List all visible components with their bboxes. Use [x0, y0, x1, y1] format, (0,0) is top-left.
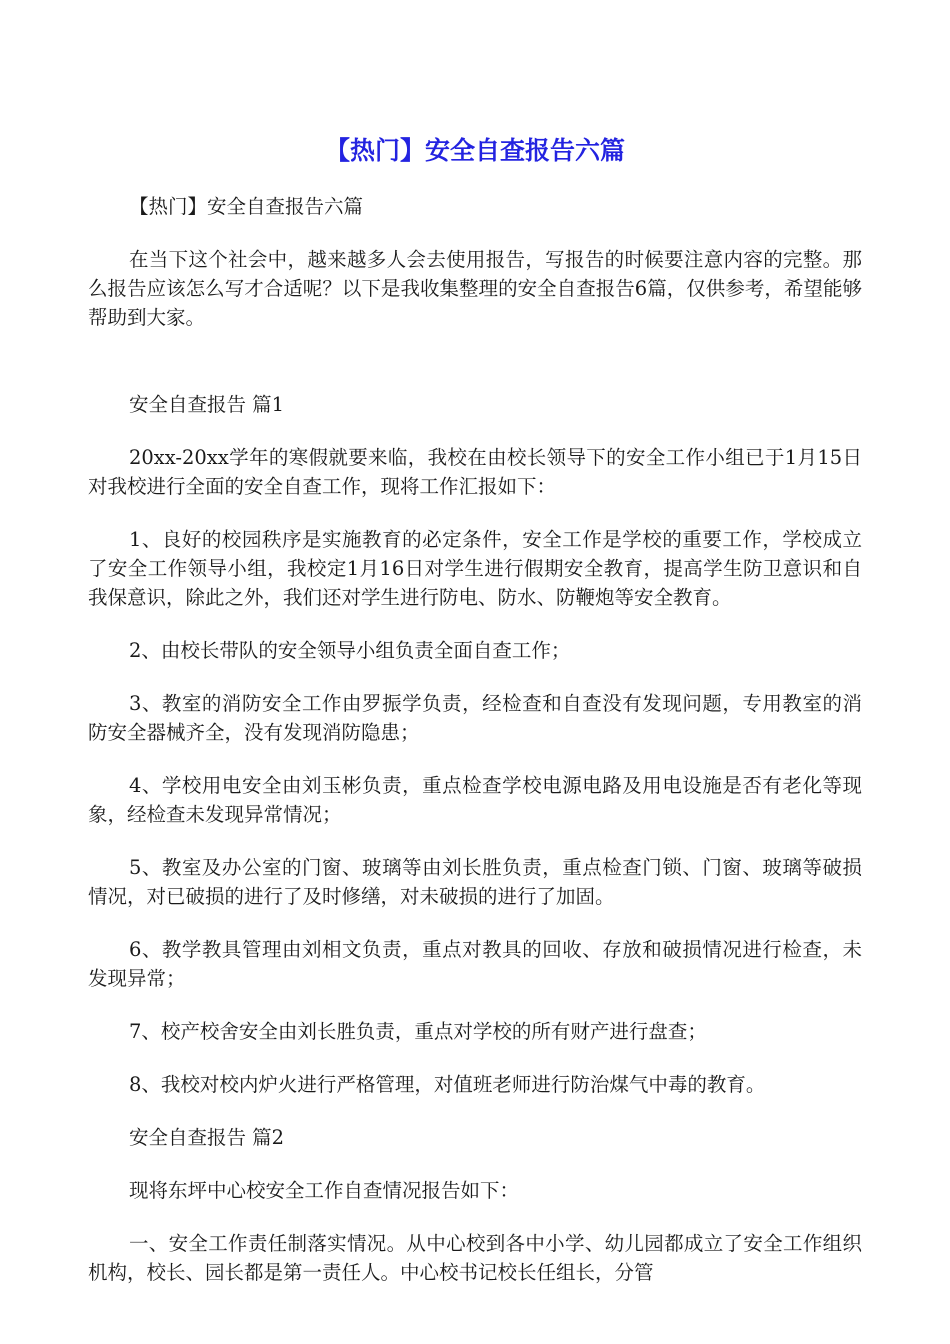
subtitle-paragraph: 【热门】安全自查报告六篇: [128, 195, 363, 218]
section-heading-2: 安全自查报告 篇2: [128, 1126, 285, 1149]
paragraph: 2、由校长带队的安全领导小组负责全面自查工作；: [128, 639, 571, 662]
paragraph: 6、教学教具管理由刘相文负责，重点对教具的回收、存放和破损情况进行检查，未发现异常；: [88, 938, 862, 990]
paragraph: 一、安全工作责任制落实情况。从中心校到各中小学、幼儿园都成立了安全工作组织机构，校长、园长都是第一责任人。中心校书记校长任组长，分管: [88, 1232, 862, 1284]
document-title: 【热门】安全自查报告六篇: [324, 136, 625, 165]
document-body: [88, 192, 862, 1311]
paragraph: 1、良好的校园秩序是实施教育的必定条件，安全工作是学校的重要工作，学校成立了安全工作领导小组，我校定1月16日对学生进行假期安全教育，提高学生防卫意识和自我保意识，除此之外，我们还对学生进行防电、防水、防鞭炮等安全教育。: [88, 528, 862, 609]
intro-paragraph: 在当下这个社会中，越来越多人会去使用报告，写报告的时候要注意内容的完整。那么报告应该怎么写才合适呢？以下是我收集整理的安全自查报告6篇，仅供参考，希望能够帮助到大家。: [88, 248, 862, 329]
paragraph: 现将东坪中心校安全工作自查情况报告如下：: [128, 1179, 519, 1202]
section-heading-1: 安全自查报告 篇1: [128, 393, 285, 416]
paragraph: 7、校产校舍安全由刘长胜负责，重点对学校的所有财产进行盘查；: [128, 1020, 707, 1043]
paragraph: 5、教室及办公室的门窗、玻璃等由刘长胜负责，重点检查门锁、门窗、玻璃等破损情况，对已破损的进行了及时修缮，对未破损的进行了加固。: [88, 856, 862, 908]
paragraph: 8、我校对校内炉火进行严格管理，对值班老师进行防治煤气中毒的教育。: [128, 1073, 766, 1096]
paragraph: 3、教室的消防安全工作由罗振学负责，经检查和自查没有发现问题，专用教室的消防安全器械齐全，没有发现消防隐患；: [88, 692, 862, 744]
paragraph: 4、学校用电安全由刘玉彬负责，重点检查学校电源电路及用电设施是否有老化等现象，经检查未发现异常情况；: [88, 774, 862, 826]
paragraph: 20xx-20xx学年的寒假就要来临，我校在由校长领导下的安全工作小组已于1月15日对我校进行全面的安全自查工作，现将工作汇报如下：: [88, 446, 862, 498]
